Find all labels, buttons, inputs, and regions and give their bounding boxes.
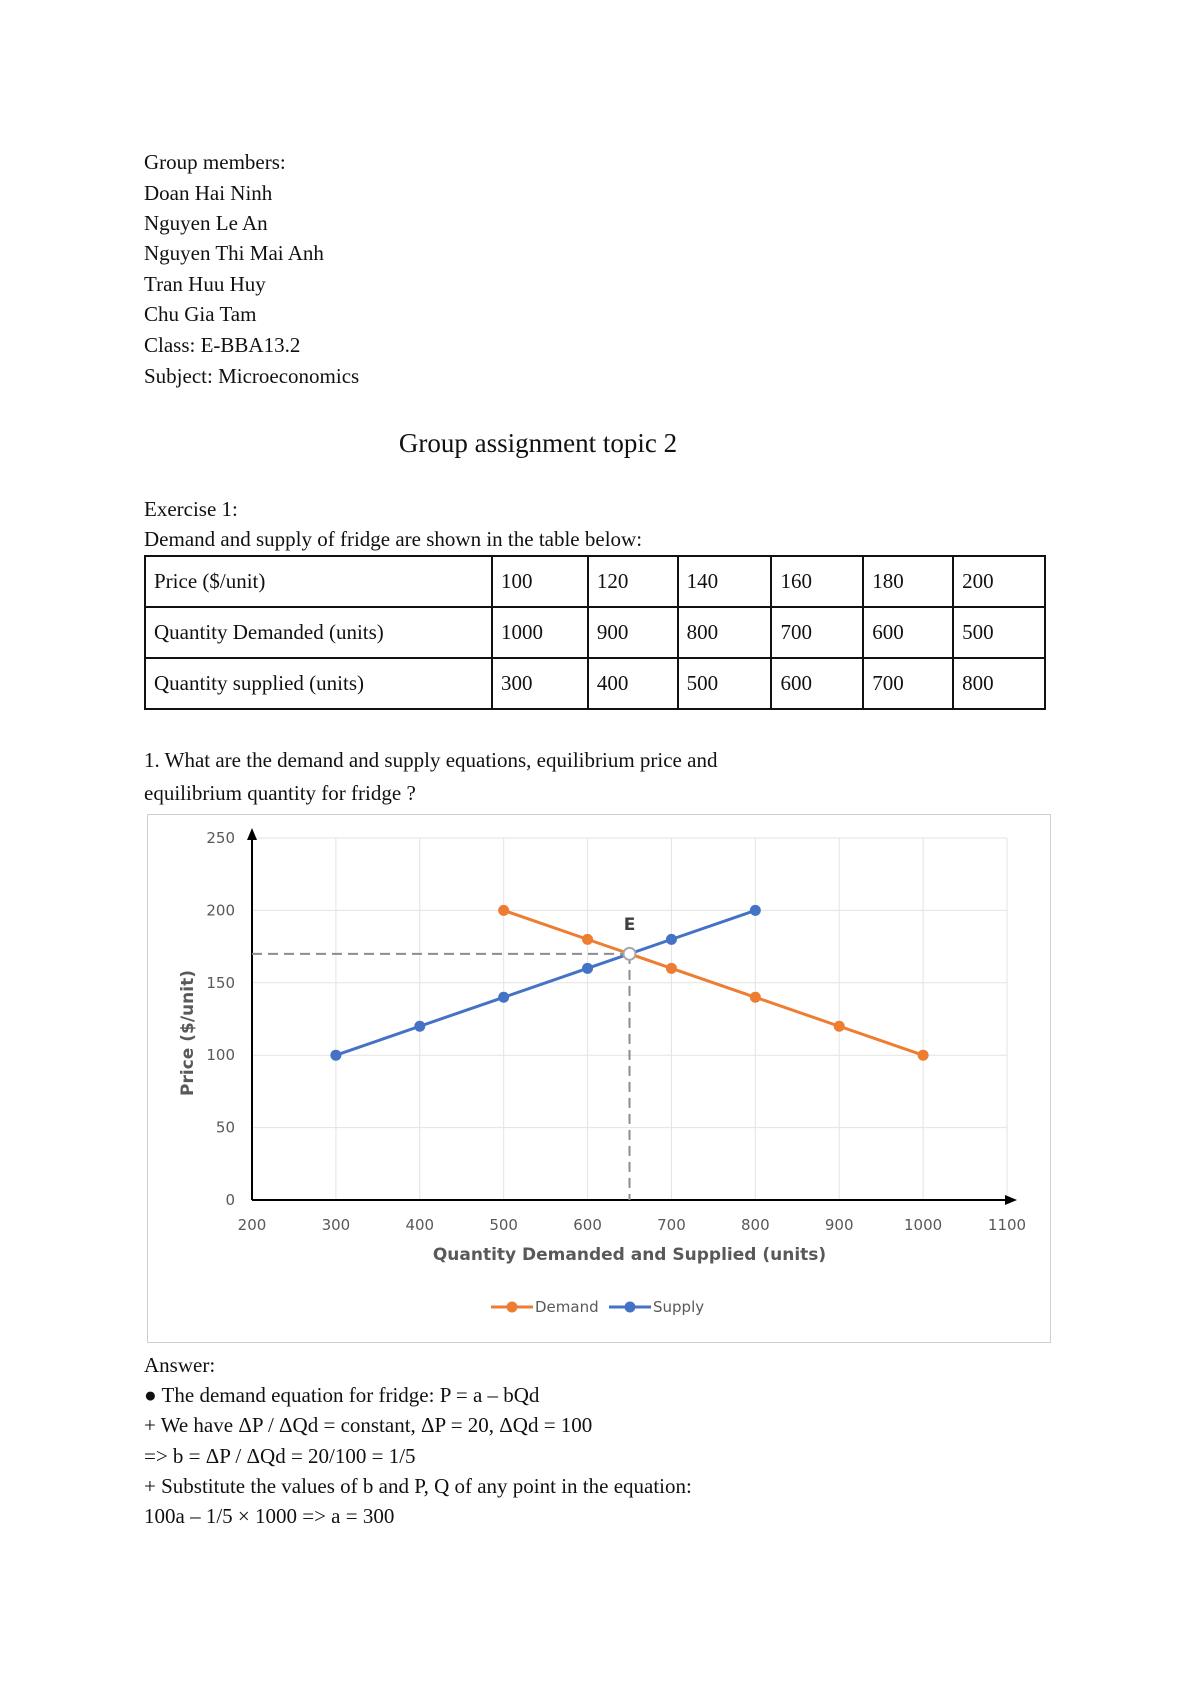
supply-legend-marker xyxy=(625,1302,636,1313)
table-row xyxy=(145,607,1045,658)
table-cell: 600 xyxy=(771,658,863,709)
table-cell: 100 xyxy=(492,556,588,607)
table-cell: 160 xyxy=(771,556,863,607)
y-tick-label: 200 xyxy=(206,901,235,920)
member-name: Doan Hai Ninh xyxy=(144,181,273,205)
supply-point xyxy=(582,963,593,974)
demand-legend-marker xyxy=(507,1302,518,1313)
table-cell: 500 xyxy=(678,658,772,709)
x-tick-label: 600 xyxy=(573,1216,602,1234)
supply-demand-chart xyxy=(148,815,1050,1342)
table-cell: 400 xyxy=(588,658,678,709)
demand-point xyxy=(834,1021,845,1032)
exercise-intro: Demand and supply of fridge are shown in the table below: xyxy=(144,527,643,551)
y-tick-label: 250 xyxy=(206,829,235,847)
y-tick-label: 100 xyxy=(206,1046,235,1065)
answer-line: => b = ΔP / ΔQd = 20/100 = 1/5 xyxy=(144,1444,416,1468)
legend-label: Supply xyxy=(653,1298,705,1316)
supply-point xyxy=(750,905,761,916)
supply-point xyxy=(498,992,509,1003)
table-row xyxy=(145,658,1045,709)
answer-line: + Substitute the values of b and P, Q of any point in the equation: xyxy=(144,1474,692,1498)
answer-label: Answer: xyxy=(144,1353,216,1377)
table-cell: 1000 xyxy=(492,607,588,658)
x-tick-label: 900 xyxy=(824,1216,854,1234)
x-tick-label: 200 xyxy=(237,1216,267,1234)
class-line: Class: E-BBA13.2 xyxy=(144,333,301,357)
x-tick-label: 500 xyxy=(489,1216,518,1234)
table-cell: 800 xyxy=(678,607,772,658)
x-tick-label: 800 xyxy=(741,1216,770,1234)
member-name: Tran Huu Huy xyxy=(144,272,266,296)
answer-line: + We have ΔP / ΔQd = constant, ΔP = 20, ΔQd = 100 xyxy=(144,1413,593,1437)
demand-point xyxy=(498,905,509,916)
member-name: Chu Gia Tam xyxy=(144,302,257,326)
demand-point xyxy=(918,1050,929,1061)
table-cell: 120 xyxy=(588,556,678,607)
data-table xyxy=(144,555,1046,710)
supply-point xyxy=(330,1050,341,1061)
table-row xyxy=(145,556,1045,607)
y-tick-label: 150 xyxy=(206,973,235,992)
row-label: Price ($/unit) xyxy=(145,556,492,607)
answer-line: 100a – 1/5 × 1000 => a = 300 xyxy=(144,1504,395,1528)
y-axis-title: Price ($/unit) xyxy=(178,970,198,1096)
table-cell: 700 xyxy=(771,607,863,658)
chart-container xyxy=(147,814,1051,1343)
table-cell: 500 xyxy=(953,607,1045,658)
demand-point xyxy=(582,934,593,945)
table-cell: 900 xyxy=(588,607,678,658)
question-line: equilibrium quantity for fridge ? xyxy=(144,781,416,805)
member-name: Nguyen Le An xyxy=(144,211,268,235)
group-members-label: Group members: xyxy=(144,150,286,174)
x-tick-label: 1000 xyxy=(904,1216,943,1234)
x-axis-arrow xyxy=(1005,1195,1017,1205)
demand-point xyxy=(666,963,677,974)
table-cell: 300 xyxy=(492,658,588,709)
demand-point xyxy=(750,992,761,1003)
answer-line: ● The demand equation for fridge: P = a – bQd xyxy=(144,1383,540,1407)
member-name: Nguyen Thi Mai Anh xyxy=(144,241,324,265)
x-axis-title: Quantity Demanded and Supplied (units) xyxy=(432,1245,827,1265)
equilibrium-point xyxy=(624,948,636,960)
table-cell: 140 xyxy=(678,556,772,607)
row-label: Quantity Demanded (units) xyxy=(145,607,492,658)
table-cell: 180 xyxy=(863,556,953,607)
x-tick-label: 700 xyxy=(657,1216,686,1234)
row-label: Quantity supplied (units) xyxy=(145,658,492,709)
table-cell: 800 xyxy=(953,658,1045,709)
x-tick-label: 300 xyxy=(321,1216,351,1234)
x-tick-label: 400 xyxy=(405,1216,435,1234)
table-cell: 200 xyxy=(953,556,1045,607)
subject-line: Subject: Microeconomics xyxy=(144,364,360,388)
exercise-label: Exercise 1: xyxy=(144,497,238,521)
table-cell: 700 xyxy=(863,658,953,709)
y-tick-label: 0 xyxy=(225,1191,235,1209)
y-axis-arrow xyxy=(247,828,257,840)
x-tick-label: 1100 xyxy=(987,1216,1027,1234)
legend-label: Demand xyxy=(535,1298,599,1316)
y-tick-label: 50 xyxy=(215,1118,235,1137)
equilibrium-label: E xyxy=(623,914,636,935)
supply-point xyxy=(666,934,677,945)
question-line: 1. What are the demand and supply equations, equilibrium price and xyxy=(144,748,718,772)
page-title: Group assignment topic 2 xyxy=(398,428,678,458)
table-cell: 600 xyxy=(863,607,953,658)
supply-point xyxy=(414,1021,425,1032)
